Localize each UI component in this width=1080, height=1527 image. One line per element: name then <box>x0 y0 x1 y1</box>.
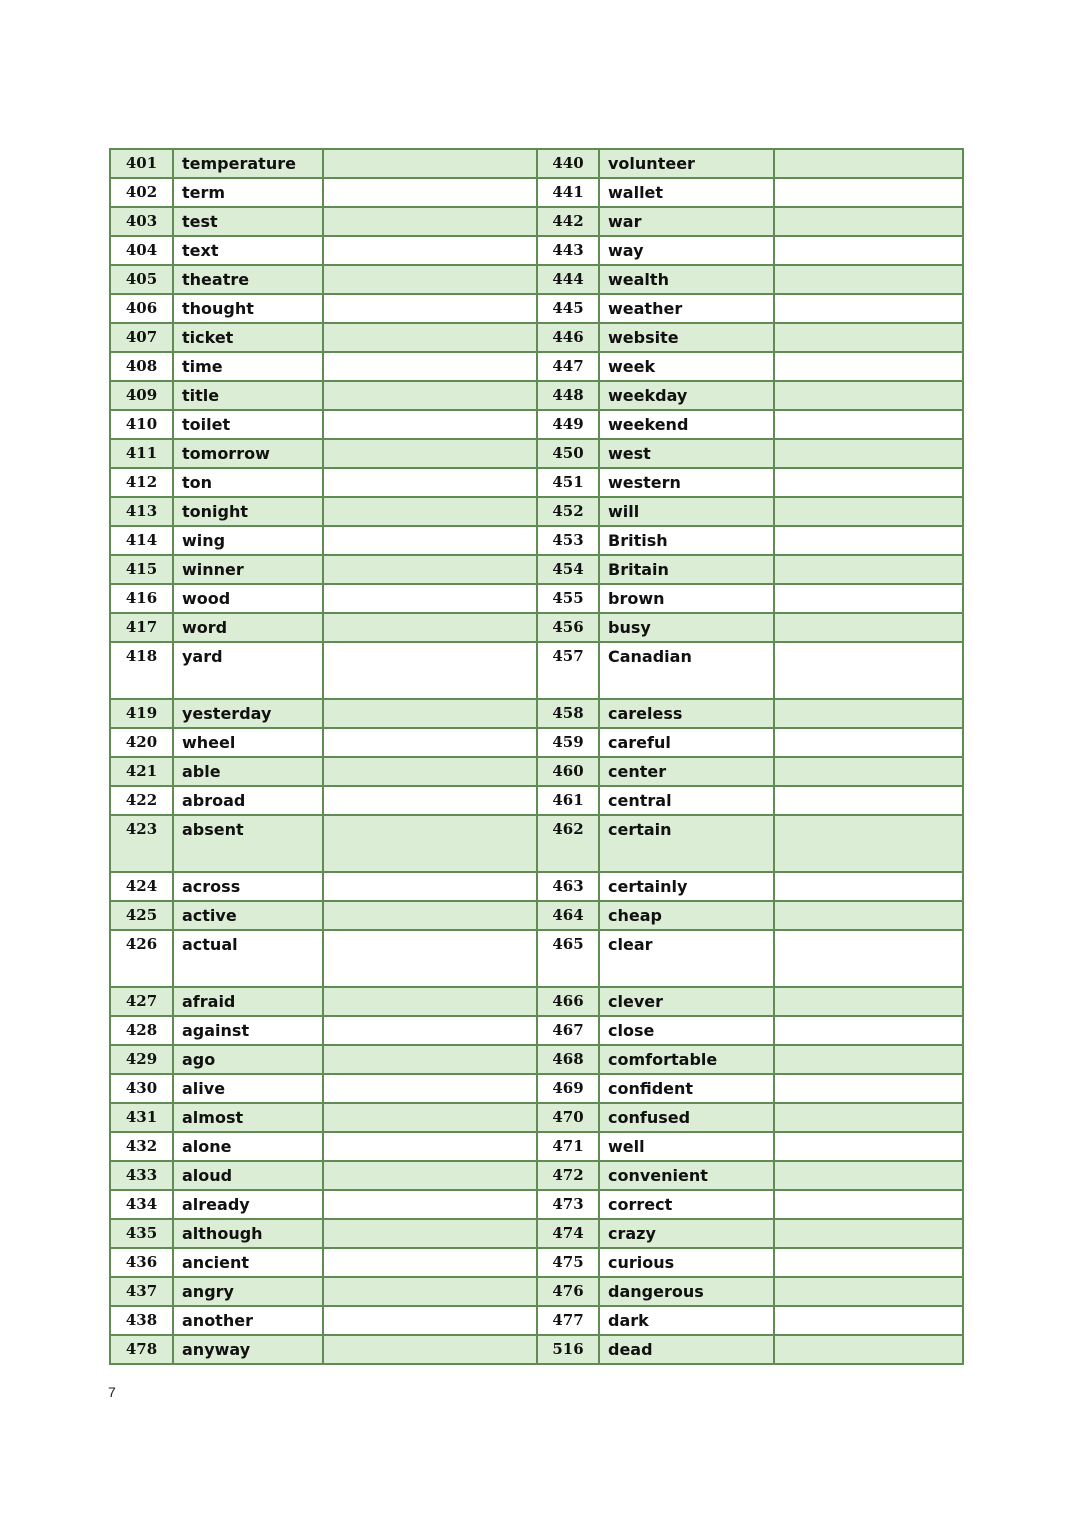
right-word-cell: confident <box>599 1074 774 1103</box>
left-blank-cell <box>323 815 537 872</box>
left-number-cell: 426 <box>110 930 173 987</box>
right-blank-cell <box>774 294 963 323</box>
right-blank-cell <box>774 757 963 786</box>
left-word-cell: text <box>173 236 323 265</box>
table-row <box>110 526 963 555</box>
right-word-cell: Canadian <box>599 642 774 699</box>
left-word-cell: wing <box>173 526 323 555</box>
left-number-cell: 423 <box>110 815 173 872</box>
left-blank-cell <box>323 757 537 786</box>
right-blank-cell <box>774 265 963 294</box>
table-row <box>110 815 963 872</box>
table-row <box>110 1074 963 1103</box>
table-row <box>110 1016 963 1045</box>
right-blank-cell <box>774 178 963 207</box>
left-word-cell: wheel <box>173 728 323 757</box>
left-blank-cell <box>323 468 537 497</box>
left-word-cell: toilet <box>173 410 323 439</box>
right-word-cell: website <box>599 323 774 352</box>
right-blank-cell <box>774 1016 963 1045</box>
left-number-cell: 406 <box>110 294 173 323</box>
right-number-cell: 448 <box>537 381 599 410</box>
table-row <box>110 207 963 236</box>
left-number-cell: 435 <box>110 1219 173 1248</box>
right-blank-cell <box>774 930 963 987</box>
table-row <box>110 584 963 613</box>
right-word-cell: volunteer <box>599 149 774 178</box>
right-number-cell: 474 <box>537 1219 599 1248</box>
right-number-cell: 475 <box>537 1248 599 1277</box>
table-row <box>110 178 963 207</box>
right-word-cell: brown <box>599 584 774 613</box>
right-blank-cell <box>774 1306 963 1335</box>
left-blank-cell <box>323 1306 537 1335</box>
right-number-cell: 464 <box>537 901 599 930</box>
right-blank-cell <box>774 872 963 901</box>
right-blank-cell <box>774 1190 963 1219</box>
right-number-cell: 470 <box>537 1103 599 1132</box>
table-row <box>110 381 963 410</box>
left-word-cell: temperature <box>173 149 323 178</box>
left-blank-cell <box>323 1016 537 1045</box>
right-number-cell: 450 <box>537 439 599 468</box>
left-blank-cell <box>323 987 537 1016</box>
left-number-cell: 416 <box>110 584 173 613</box>
left-blank-cell <box>323 613 537 642</box>
left-number-cell: 433 <box>110 1161 173 1190</box>
right-word-cell: weather <box>599 294 774 323</box>
right-word-cell: Britain <box>599 555 774 584</box>
left-word-cell: angry <box>173 1277 323 1306</box>
table-row <box>110 149 963 178</box>
right-word-cell: weekend <box>599 410 774 439</box>
left-blank-cell <box>323 1277 537 1306</box>
table-row <box>110 1103 963 1132</box>
table-row <box>110 410 963 439</box>
right-blank-cell <box>774 1161 963 1190</box>
left-number-cell: 428 <box>110 1016 173 1045</box>
left-number-cell: 401 <box>110 149 173 178</box>
right-word-cell: confused <box>599 1103 774 1132</box>
right-word-cell: wealth <box>599 265 774 294</box>
right-number-cell: 454 <box>537 555 599 584</box>
table-row <box>110 1190 963 1219</box>
left-word-cell: already <box>173 1190 323 1219</box>
right-word-cell: weekday <box>599 381 774 410</box>
left-blank-cell <box>323 265 537 294</box>
left-word-cell: yesterday <box>173 699 323 728</box>
left-word-cell: although <box>173 1219 323 1248</box>
right-word-cell: western <box>599 468 774 497</box>
table-row <box>110 497 963 526</box>
right-word-cell: cheap <box>599 901 774 930</box>
left-word-cell: anyway <box>173 1335 323 1364</box>
right-number-cell: 446 <box>537 323 599 352</box>
right-blank-cell <box>774 439 963 468</box>
right-blank-cell <box>774 1074 963 1103</box>
right-number-cell: 462 <box>537 815 599 872</box>
table-row <box>110 265 963 294</box>
left-word-cell: wood <box>173 584 323 613</box>
right-word-cell: careless <box>599 699 774 728</box>
left-word-cell: almost <box>173 1103 323 1132</box>
left-word-cell: able <box>173 757 323 786</box>
left-word-cell: term <box>173 178 323 207</box>
right-blank-cell <box>774 1335 963 1364</box>
left-number-cell: 438 <box>110 1306 173 1335</box>
left-number-cell: 410 <box>110 410 173 439</box>
right-word-cell: busy <box>599 613 774 642</box>
right-word-cell: British <box>599 526 774 555</box>
table-row <box>110 613 963 642</box>
table-row <box>110 1335 963 1364</box>
left-number-cell: 413 <box>110 497 173 526</box>
table-row <box>110 439 963 468</box>
right-blank-cell <box>774 526 963 555</box>
vocabulary-table-body <box>110 149 963 1364</box>
right-word-cell: central <box>599 786 774 815</box>
right-number-cell: 444 <box>537 265 599 294</box>
right-blank-cell <box>774 901 963 930</box>
left-number-cell: 434 <box>110 1190 173 1219</box>
left-number-cell: 431 <box>110 1103 173 1132</box>
right-blank-cell <box>774 468 963 497</box>
left-blank-cell <box>323 294 537 323</box>
left-word-cell: alone <box>173 1132 323 1161</box>
left-number-cell: 417 <box>110 613 173 642</box>
left-blank-cell <box>323 497 537 526</box>
right-word-cell: certainly <box>599 872 774 901</box>
left-word-cell: tonight <box>173 497 323 526</box>
right-number-cell: 449 <box>537 410 599 439</box>
right-number-cell: 443 <box>537 236 599 265</box>
left-number-cell: 478 <box>110 1335 173 1364</box>
right-word-cell: comfortable <box>599 1045 774 1074</box>
right-blank-cell <box>774 613 963 642</box>
left-number-cell: 436 <box>110 1248 173 1277</box>
right-word-cell: dead <box>599 1335 774 1364</box>
right-number-cell: 458 <box>537 699 599 728</box>
table-row <box>110 786 963 815</box>
left-word-cell: tomorrow <box>173 439 323 468</box>
left-blank-cell <box>323 149 537 178</box>
right-word-cell: certain <box>599 815 774 872</box>
right-blank-cell <box>774 1277 963 1306</box>
right-word-cell: center <box>599 757 774 786</box>
right-number-cell: 447 <box>537 352 599 381</box>
table-row <box>110 352 963 381</box>
left-number-cell: 432 <box>110 1132 173 1161</box>
table-row <box>110 757 963 786</box>
right-blank-cell <box>774 1103 963 1132</box>
right-word-cell: well <box>599 1132 774 1161</box>
left-blank-cell <box>323 323 537 352</box>
right-blank-cell <box>774 555 963 584</box>
right-blank-cell <box>774 149 963 178</box>
right-blank-cell <box>774 1132 963 1161</box>
right-number-cell: 442 <box>537 207 599 236</box>
right-number-cell: 460 <box>537 757 599 786</box>
left-word-cell: winner <box>173 555 323 584</box>
table-row <box>110 642 963 699</box>
left-word-cell: afraid <box>173 987 323 1016</box>
right-number-cell: 472 <box>537 1161 599 1190</box>
right-blank-cell <box>774 207 963 236</box>
table-row <box>110 1161 963 1190</box>
left-number-cell: 430 <box>110 1074 173 1103</box>
table-row <box>110 555 963 584</box>
left-word-cell: ancient <box>173 1248 323 1277</box>
left-number-cell: 419 <box>110 699 173 728</box>
left-word-cell: another <box>173 1306 323 1335</box>
left-blank-cell <box>323 699 537 728</box>
right-number-cell: 476 <box>537 1277 599 1306</box>
table-row <box>110 1248 963 1277</box>
right-blank-cell <box>774 584 963 613</box>
left-word-cell: abroad <box>173 786 323 815</box>
right-word-cell: convenient <box>599 1161 774 1190</box>
left-blank-cell <box>323 526 537 555</box>
left-number-cell: 411 <box>110 439 173 468</box>
left-number-cell: 422 <box>110 786 173 815</box>
right-word-cell: wallet <box>599 178 774 207</box>
right-word-cell: close <box>599 1016 774 1045</box>
right-number-cell: 456 <box>537 613 599 642</box>
left-number-cell: 407 <box>110 323 173 352</box>
right-blank-cell <box>774 786 963 815</box>
right-blank-cell <box>774 236 963 265</box>
left-number-cell: 425 <box>110 901 173 930</box>
table-row <box>110 323 963 352</box>
left-blank-cell <box>323 410 537 439</box>
right-number-cell: 461 <box>537 786 599 815</box>
right-number-cell: 453 <box>537 526 599 555</box>
right-word-cell: crazy <box>599 1219 774 1248</box>
right-number-cell: 459 <box>537 728 599 757</box>
left-word-cell: alive <box>173 1074 323 1103</box>
left-number-cell: 408 <box>110 352 173 381</box>
left-blank-cell <box>323 1103 537 1132</box>
right-number-cell: 465 <box>537 930 599 987</box>
left-blank-cell <box>323 439 537 468</box>
vocabulary-table <box>109 148 964 1365</box>
table-row <box>110 930 963 987</box>
right-number-cell: 466 <box>537 987 599 1016</box>
left-blank-cell <box>323 381 537 410</box>
left-number-cell: 415 <box>110 555 173 584</box>
right-blank-cell <box>774 1248 963 1277</box>
table-row <box>110 1277 963 1306</box>
right-blank-cell <box>774 699 963 728</box>
left-blank-cell <box>323 901 537 930</box>
left-blank-cell <box>323 1335 537 1364</box>
left-blank-cell <box>323 728 537 757</box>
left-number-cell: 418 <box>110 642 173 699</box>
right-word-cell: war <box>599 207 774 236</box>
right-blank-cell <box>774 1219 963 1248</box>
left-word-cell: thought <box>173 294 323 323</box>
table-row <box>110 1132 963 1161</box>
left-blank-cell <box>323 555 537 584</box>
left-blank-cell <box>323 872 537 901</box>
left-word-cell: time <box>173 352 323 381</box>
right-word-cell: dangerous <box>599 1277 774 1306</box>
right-blank-cell <box>774 323 963 352</box>
table-row <box>110 901 963 930</box>
table-row <box>110 987 963 1016</box>
left-word-cell: test <box>173 207 323 236</box>
right-blank-cell <box>774 381 963 410</box>
left-blank-cell <box>323 352 537 381</box>
right-number-cell: 445 <box>537 294 599 323</box>
left-blank-cell <box>323 1219 537 1248</box>
left-number-cell: 414 <box>110 526 173 555</box>
left-word-cell: word <box>173 613 323 642</box>
right-number-cell: 471 <box>537 1132 599 1161</box>
left-blank-cell <box>323 1248 537 1277</box>
right-number-cell: 441 <box>537 178 599 207</box>
left-blank-cell <box>323 207 537 236</box>
right-blank-cell <box>774 815 963 872</box>
left-blank-cell <box>323 178 537 207</box>
left-blank-cell <box>323 1132 537 1161</box>
left-number-cell: 409 <box>110 381 173 410</box>
right-word-cell: clear <box>599 930 774 987</box>
right-number-cell: 452 <box>537 497 599 526</box>
right-number-cell: 473 <box>537 1190 599 1219</box>
left-blank-cell <box>323 584 537 613</box>
right-word-cell: way <box>599 236 774 265</box>
left-blank-cell <box>323 236 537 265</box>
left-number-cell: 421 <box>110 757 173 786</box>
right-blank-cell <box>774 352 963 381</box>
left-word-cell: across <box>173 872 323 901</box>
right-word-cell: careful <box>599 728 774 757</box>
left-word-cell: ago <box>173 1045 323 1074</box>
right-number-cell: 455 <box>537 584 599 613</box>
table-row <box>110 1045 963 1074</box>
left-blank-cell <box>323 1190 537 1219</box>
right-blank-cell <box>774 642 963 699</box>
left-number-cell: 403 <box>110 207 173 236</box>
left-word-cell: active <box>173 901 323 930</box>
left-word-cell: aloud <box>173 1161 323 1190</box>
left-word-cell: ticket <box>173 323 323 352</box>
right-number-cell: 457 <box>537 642 599 699</box>
left-number-cell: 404 <box>110 236 173 265</box>
right-word-cell: west <box>599 439 774 468</box>
table-row <box>110 728 963 757</box>
left-number-cell: 402 <box>110 178 173 207</box>
right-word-cell: dark <box>599 1306 774 1335</box>
right-number-cell: 516 <box>537 1335 599 1364</box>
table-row <box>110 1306 963 1335</box>
left-number-cell: 437 <box>110 1277 173 1306</box>
left-number-cell: 405 <box>110 265 173 294</box>
left-word-cell: theatre <box>173 265 323 294</box>
right-number-cell: 440 <box>537 149 599 178</box>
table-row <box>110 294 963 323</box>
left-number-cell: 420 <box>110 728 173 757</box>
table-row <box>110 872 963 901</box>
left-word-cell: yard <box>173 642 323 699</box>
table-row <box>110 699 963 728</box>
right-number-cell: 469 <box>537 1074 599 1103</box>
right-word-cell: curious <box>599 1248 774 1277</box>
right-word-cell: clever <box>599 987 774 1016</box>
left-blank-cell <box>323 930 537 987</box>
table-row <box>110 236 963 265</box>
left-blank-cell <box>323 1045 537 1074</box>
right-number-cell: 463 <box>537 872 599 901</box>
left-number-cell: 429 <box>110 1045 173 1074</box>
left-blank-cell <box>323 642 537 699</box>
right-word-cell: week <box>599 352 774 381</box>
right-blank-cell <box>774 728 963 757</box>
left-blank-cell <box>323 1161 537 1190</box>
right-number-cell: 467 <box>537 1016 599 1045</box>
table-row <box>110 468 963 497</box>
right-blank-cell <box>774 497 963 526</box>
right-word-cell: correct <box>599 1190 774 1219</box>
left-number-cell: 424 <box>110 872 173 901</box>
left-blank-cell <box>323 1074 537 1103</box>
left-word-cell: against <box>173 1016 323 1045</box>
page-number: 7 <box>108 1384 116 1400</box>
right-blank-cell <box>774 987 963 1016</box>
table-row <box>110 1219 963 1248</box>
left-number-cell: 412 <box>110 468 173 497</box>
left-number-cell: 427 <box>110 987 173 1016</box>
left-word-cell: absent <box>173 815 323 872</box>
right-number-cell: 451 <box>537 468 599 497</box>
right-word-cell: will <box>599 497 774 526</box>
right-number-cell: 477 <box>537 1306 599 1335</box>
left-word-cell: title <box>173 381 323 410</box>
left-word-cell: actual <box>173 930 323 987</box>
right-blank-cell <box>774 1045 963 1074</box>
left-blank-cell <box>323 786 537 815</box>
right-number-cell: 468 <box>537 1045 599 1074</box>
left-word-cell: ton <box>173 468 323 497</box>
right-blank-cell <box>774 410 963 439</box>
